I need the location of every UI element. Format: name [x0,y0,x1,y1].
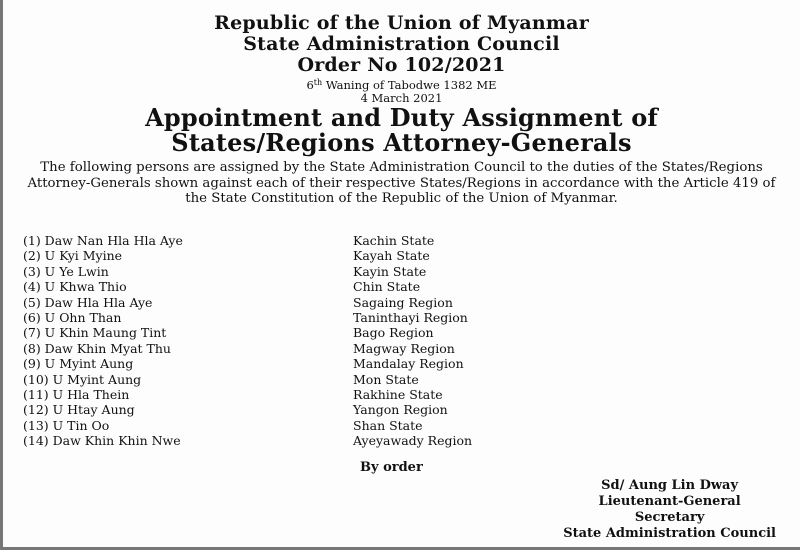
assigned-region: Kachin State [353,233,435,248]
appointment-row [23,264,583,279]
burmese-date-day: 6 [306,78,314,92]
signatory-rank: Lieutenant-General [598,494,741,509]
appointee-name: (2) U Kyi Myine [23,248,123,264]
appointee-name: (8) Daw Khin Myat Thu [23,340,171,356]
assigned-region: Chin State [353,279,421,295]
appointment-row [23,341,583,356]
assigned-region: Bago Region [353,325,434,341]
gregorian-date: 4 March 2021 [360,91,443,105]
appointee-name: (5) Daw Hla Hla Aye [23,294,153,310]
burmese-date-rest: Waning of Tabodwe 1382 ME [322,78,497,92]
appointee-name: (6) U Ohn Than [23,309,122,325]
republic-title: Republic of the Union of Myanmar [214,12,589,34]
appointee-name: (1) Daw Nan Hla Hla Aye [23,233,183,248]
appointment-row [23,402,583,417]
appointee-name: (10) U Myint Aung [23,371,142,387]
appointment-row [23,279,583,294]
appointment-row [23,325,583,340]
appointment-row [23,433,583,448]
document-title-line-2: States/Regions Attorney-Generals [171,128,632,157]
signatory-name: Sd/ Aung Lin Dway [601,478,739,493]
assigned-region: Ayeyawady Region [353,433,473,449]
document-title-line-1: Appointment and Duty Assignment of [145,103,658,132]
assigned-region: Taninthayi Region [353,309,468,325]
appointee-name: (12) U Htay Aung [23,402,135,418]
burmese-date-suffix: th [313,78,323,87]
appointment-row [23,356,583,371]
council-title: State Administration Council [243,33,560,55]
assigned-region: Rakhine State [353,386,443,402]
appointment-row [23,248,583,263]
appointment-row [23,310,583,325]
assigned-region: Kayah State [353,248,430,264]
assigned-region: Mon State [353,371,419,387]
appointee-name: (11) U Hla Thein [23,386,130,402]
assigned-region: Yangon Region [353,402,448,418]
signature-block [563,478,776,542]
appointee-name: (14) Daw Khin Khin Nwe [23,433,181,449]
appointee-name: (13) U Tin Oo [23,417,110,433]
assigned-region: Magway Region [353,340,455,356]
document-header [3,0,800,155]
signatory-body: State Administration Council [563,526,776,541]
appointment-row [23,233,583,248]
assigned-region: Sagaing Region [353,294,453,310]
appointment-list [23,233,583,448]
assigned-region: Shan State [353,417,423,433]
appointment-row [23,295,583,310]
intro-paragraph: The following persons are assigned by the State Administration Council to the duties of the States/Regions Attorney-Generals shown against each of their respective States/Regions in accordance with the Article 419 of the State Constitution of the Republic of the Union of Myanmar. [27,160,776,206]
burmese-date [3,76,800,92]
appointment-row [23,372,583,387]
order-number: Order No 102/2021 [297,54,506,76]
appointment-row [23,418,583,433]
appointment-row [23,387,583,402]
appointee-name: (3) U Ye Lwin [23,263,109,279]
appointee-name: (9) U Myint Aung [23,356,134,372]
appointee-name: (4) U Khwa Thio [23,279,127,295]
signatory-position: Secretary [634,510,705,525]
appointee-name: (7) U Khin Maung Tint [23,325,167,341]
by-order-label: By order [360,460,423,475]
assigned-region: Mandalay Region [353,356,464,372]
assigned-region: Kayin State [353,263,427,279]
